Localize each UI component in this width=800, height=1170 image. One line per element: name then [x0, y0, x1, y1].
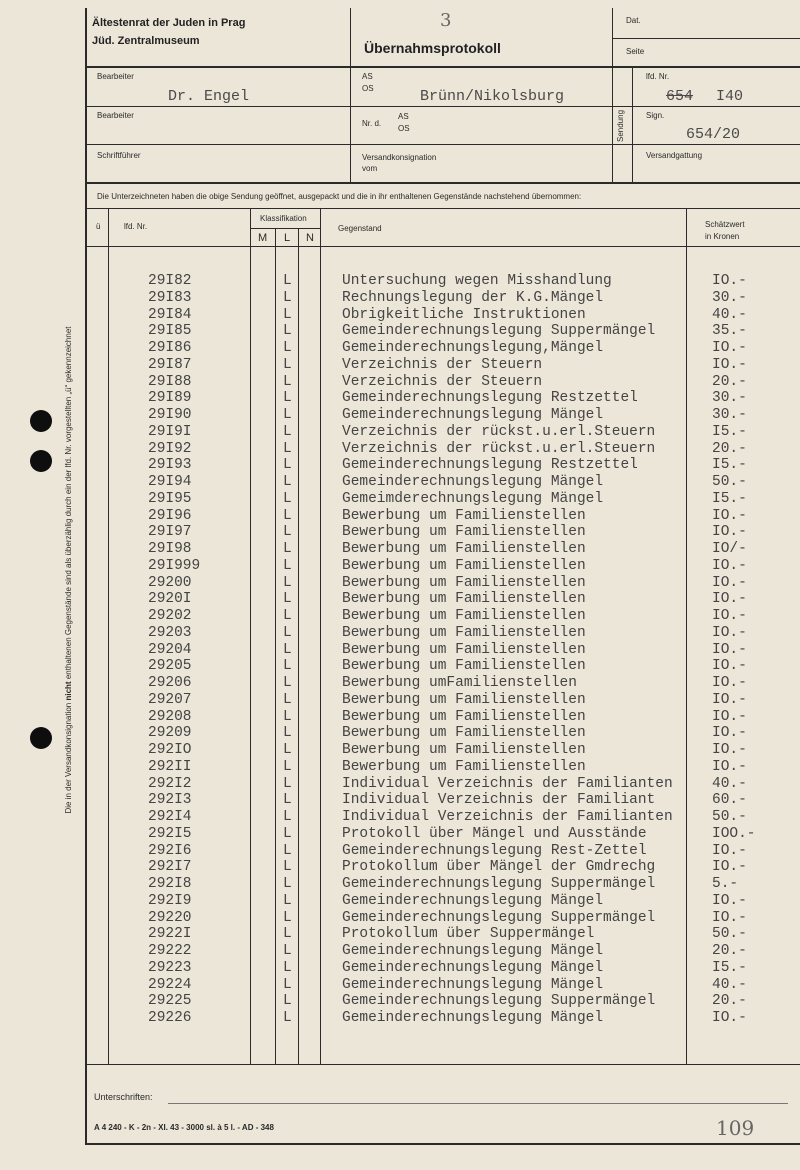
item-gegenstand: Gemeinderechnungslegung,Mängel — [342, 340, 604, 356]
table-row — [0, 575, 800, 592]
item-klassifikation: L — [283, 658, 292, 675]
item-lfd-nr: 29I93 — [148, 457, 192, 474]
item-schaetzwert: IO.- — [712, 340, 747, 356]
item-lfd-nr: 29I96 — [148, 507, 192, 524]
item-lfd-nr: 29226 — [148, 1010, 192, 1026]
item-klassifikation: L — [283, 608, 292, 624]
table-row — [0, 424, 800, 441]
statement-text: Die Unterzeichneten haben die obige Sendung geöffnet, ausgepackt und die in ihr enthaltenen Gegenstände nachstehend übernommen: — [97, 192, 582, 201]
item-klassifikation: L — [283, 742, 292, 758]
item-klassifikation: L — [283, 976, 292, 993]
table-row — [0, 993, 800, 1010]
item-lfd-nr: 29208 — [148, 708, 192, 725]
item-gegenstand: Gemeinderechnungslegung Restzettel — [342, 390, 638, 407]
table-row — [0, 591, 800, 608]
form-code: A 4 240 - K - 2n - XI. 43 - 3000 sl. à 5 l. - AD - 348 — [94, 1123, 274, 1132]
item-schaetzwert: IO.- — [712, 574, 747, 591]
table-row — [0, 725, 800, 742]
item-lfd-nr: 29I83 — [148, 289, 192, 306]
item-lfd-nr: 29I94 — [148, 474, 192, 490]
col-n: N — [306, 232, 314, 244]
item-schaetzwert: IO/- — [712, 541, 747, 557]
item-lfd-nr: 292I6 — [148, 842, 192, 859]
item-lfd-nr: 29I84 — [148, 306, 192, 323]
item-gegenstand: Individual Verzeichnis der Familianten — [342, 775, 673, 792]
item-lfd-nr: 29I98 — [148, 541, 192, 557]
item-gegenstand: Gemeinderechnungslegung Mängel — [342, 943, 604, 959]
table-row — [0, 340, 800, 357]
item-klassifikation: L — [283, 289, 292, 306]
item-schaetzwert: IO.- — [712, 557, 747, 574]
item-schaetzwert: I5.- — [712, 423, 747, 440]
os-label: OS — [362, 84, 374, 93]
item-lfd-nr: 29209 — [148, 725, 192, 742]
form-title: Übernahmsprotokoll — [364, 40, 501, 56]
item-schaetzwert: I5.- — [712, 490, 747, 507]
item-klassifikation: L — [283, 524, 292, 541]
table-row — [0, 943, 800, 960]
item-schaetzwert: 50.- — [712, 926, 747, 943]
item-klassifikation: L — [283, 993, 292, 1010]
bearbeiter-2-label: Bearbeiter — [97, 111, 134, 120]
item-lfd-nr: 292IO — [148, 742, 192, 758]
table-row — [0, 441, 800, 458]
item-lfd-nr: 292I7 — [148, 859, 192, 876]
versandkonsignation-vom-label: vom — [362, 164, 378, 173]
item-schaetzwert: 35.- — [712, 323, 747, 340]
seite-label: Seite — [626, 47, 645, 56]
table-row — [0, 759, 800, 776]
item-gegenstand: Gemeinderechnungslegung Suppermängel — [342, 323, 656, 340]
item-lfd-nr: 29I92 — [148, 440, 192, 457]
item-gegenstand: Gemeinderechnungslegung Rest-Zettel — [342, 842, 647, 859]
schriftfuehrer-label: Schriftführer — [97, 151, 141, 160]
item-klassifikation: L — [283, 440, 292, 457]
unterschriften-label: Unterschriften: — [94, 1092, 153, 1102]
item-lfd-nr: 29I999 — [148, 557, 201, 574]
item-lfd-nr: 2920I — [148, 591, 192, 608]
item-schaetzwert: 30.- — [712, 289, 747, 306]
item-gegenstand: Bewerbung um Familienstellen — [342, 725, 586, 742]
versandkonsignation-label: Versandkonsignation — [362, 153, 437, 162]
item-klassifikation: L — [283, 641, 292, 658]
item-schaetzwert: IO.- — [712, 675, 747, 691]
item-lfd-nr: 29205 — [148, 658, 192, 675]
bearbeiter-value: Dr. Engel — [168, 88, 250, 105]
table-row — [0, 290, 800, 307]
table-row — [0, 307, 800, 324]
item-gegenstand: Gemeinderechnungslegung Mängel — [342, 407, 604, 423]
table-row — [0, 273, 800, 290]
item-lfd-nr: 29I87 — [148, 356, 192, 373]
item-lfd-nr: 29I9I — [148, 423, 192, 440]
item-gegenstand: Bewerbung umFamilienstellen — [342, 675, 577, 691]
item-schaetzwert: IO.- — [712, 758, 747, 775]
table-row — [0, 692, 800, 709]
nrd-as-label: AS — [398, 112, 409, 121]
table-row — [0, 776, 800, 793]
item-schaetzwert: 20.- — [712, 943, 747, 959]
item-gegenstand: Gemeinderechnungslegung Mängel — [342, 474, 604, 490]
lfd-nr-label: lfd. Nr. — [646, 72, 670, 81]
item-schaetzwert: IO.- — [712, 742, 747, 758]
item-klassifikation: L — [283, 356, 292, 373]
table-row — [0, 859, 800, 876]
item-gegenstand: Bewerbung um Familienstellen — [342, 557, 586, 574]
item-schaetzwert: 20.- — [712, 993, 747, 1010]
item-klassifikation: L — [283, 340, 292, 356]
table-row — [0, 1010, 800, 1027]
item-schaetzwert: IO.- — [712, 1010, 747, 1026]
lfd-nr-new: I40 — [716, 88, 744, 105]
table-row — [0, 826, 800, 843]
table-row — [0, 407, 800, 424]
item-schaetzwert: IO.- — [712, 859, 747, 876]
item-klassifikation: L — [283, 792, 292, 809]
item-gegenstand: Gemeimderechnungslegung Mängel — [342, 490, 604, 507]
table-row — [0, 742, 800, 759]
item-klassifikation: L — [283, 624, 292, 641]
number-mark: 3 — [440, 10, 452, 31]
item-schaetzwert: IO.- — [712, 273, 747, 289]
item-lfd-nr: 29223 — [148, 959, 192, 976]
item-gegenstand: Bewerbung um Familienstellen — [342, 524, 586, 541]
item-lfd-nr: 2922I — [148, 926, 192, 943]
item-schaetzwert: IO.- — [712, 507, 747, 524]
item-gegenstand: Bewerbung um Familienstellen — [342, 541, 586, 557]
item-gegenstand: Gemeinderechnungslegung Suppermängel — [342, 993, 656, 1010]
item-lfd-nr: 29I95 — [148, 490, 192, 507]
table-row — [0, 658, 800, 675]
table-row — [0, 675, 800, 692]
col-gegenstand: Gegenstand — [338, 224, 382, 233]
table-row — [0, 876, 800, 893]
item-klassifikation: L — [283, 507, 292, 524]
item-klassifikation: L — [283, 859, 292, 876]
table-row — [0, 524, 800, 541]
item-gegenstand: Bewerbung um Familienstellen — [342, 691, 586, 708]
item-schaetzwert: 30.- — [712, 407, 747, 423]
item-klassifikation: L — [283, 323, 292, 340]
org-line-1: Ältestenrat der Juden in Prag — [92, 17, 246, 29]
item-lfd-nr: 29I89 — [148, 390, 192, 407]
table-row — [0, 608, 800, 625]
item-gegenstand: Bewerbung um Familienstellen — [342, 708, 586, 725]
table-row — [0, 390, 800, 407]
sign-value: 654/20 — [686, 126, 741, 143]
item-klassifikation: L — [283, 390, 292, 407]
col-m: M — [258, 232, 268, 244]
item-lfd-nr: 29206 — [148, 675, 192, 691]
item-klassifikation: L — [283, 943, 292, 959]
col-schaetzwert: Schätzwert — [705, 220, 745, 229]
item-schaetzwert: I5.- — [712, 959, 747, 976]
col-l: L — [284, 232, 291, 244]
item-schaetzwert: 60.- — [712, 792, 747, 809]
item-klassifikation: L — [283, 691, 292, 708]
item-gegenstand: Verzeichnis der rückst.u.erl.Steuern — [342, 440, 656, 457]
table-row — [0, 960, 800, 977]
nrd-label: Nr. d. — [362, 119, 382, 128]
dat-label: Dat. — [626, 16, 641, 25]
col-klassifikation: Klassifikation — [260, 214, 307, 223]
table-row — [0, 792, 800, 809]
item-lfd-nr: 292I5 — [148, 825, 192, 842]
item-klassifikation: L — [283, 758, 292, 775]
table-row — [0, 926, 800, 943]
item-lfd-nr: 29224 — [148, 976, 192, 993]
item-klassifikation: L — [283, 959, 292, 976]
item-gegenstand: Individual Verzeichnis der Familianten — [342, 809, 673, 825]
page-number: 109 — [716, 1116, 755, 1140]
item-schaetzwert: IO.- — [712, 641, 747, 658]
item-klassifikation: L — [283, 407, 292, 423]
item-schaetzwert: IO.- — [712, 708, 747, 725]
table-row — [0, 977, 800, 994]
item-gegenstand: Gemeinderechnungslegung Restzettel — [342, 457, 638, 474]
item-lfd-nr: 292I8 — [148, 876, 192, 892]
nrd-os-label: OS — [398, 124, 410, 133]
item-schaetzwert: IO.- — [712, 909, 747, 926]
item-schaetzwert: IO.- — [712, 591, 747, 608]
items-table — [0, 273, 800, 1027]
sign-label: Sign. — [646, 111, 665, 120]
item-gegenstand: Verzeichnis der Steuern — [342, 356, 543, 373]
table-row — [0, 625, 800, 642]
item-gegenstand: Untersuchung wegen Misshandlung — [342, 273, 612, 289]
item-gegenstand: Verzeichnis der rückst.u.erl.Steuern — [342, 423, 656, 440]
sendung-label: Sendung — [616, 109, 625, 142]
item-lfd-nr: 29225 — [148, 993, 192, 1010]
table-row — [0, 457, 800, 474]
item-schaetzwert: I5.- — [712, 457, 747, 474]
versandgattung-label: Versandgattung — [646, 151, 703, 160]
item-schaetzwert: 50.- — [712, 474, 747, 490]
table-row — [0, 323, 800, 340]
item-schaetzwert: 40.- — [712, 306, 747, 323]
table-row — [0, 558, 800, 575]
item-klassifikation: L — [283, 775, 292, 792]
table-row — [0, 357, 800, 374]
org-line-2: Jüd. Zentralmuseum — [92, 35, 200, 47]
item-schaetzwert: IO.- — [712, 608, 747, 624]
item-gegenstand: Gemeinderechnungslegung Suppermängel — [342, 909, 656, 926]
item-gegenstand: Bewerbung um Familienstellen — [342, 624, 586, 641]
as-os-value: Brünn/Nikolsburg — [420, 88, 565, 105]
bearbeiter-label: Bearbeiter — [97, 72, 134, 81]
col-u: ü — [96, 222, 101, 231]
item-schaetzwert: IO.- — [712, 624, 747, 641]
item-schaetzwert: 20.- — [712, 440, 747, 457]
item-klassifikation: L — [283, 574, 292, 591]
table-row — [0, 910, 800, 927]
item-schaetzwert: IO.- — [712, 892, 747, 909]
item-gegenstand: Bewerbung um Familienstellen — [342, 742, 586, 758]
item-lfd-nr: 29I82 — [148, 273, 192, 289]
item-lfd-nr: 29222 — [148, 943, 192, 959]
table-row — [0, 491, 800, 508]
item-lfd-nr: 29I97 — [148, 524, 192, 541]
item-lfd-nr: 292I4 — [148, 809, 192, 825]
item-klassifikation: L — [283, 490, 292, 507]
item-gegenstand: Rechnungslegung der K.G.Mängel — [342, 289, 604, 306]
as-label: AS — [362, 72, 373, 81]
item-gegenstand: Obrigkeitliche Instruktionen — [342, 306, 586, 323]
item-gegenstand: Gemeinderechnungslegung Suppermängel — [342, 876, 656, 892]
table-row — [0, 809, 800, 826]
table-row — [0, 508, 800, 525]
item-gegenstand: Bewerbung um Familienstellen — [342, 658, 586, 675]
item-schaetzwert: IO.- — [712, 524, 747, 541]
item-gegenstand: Gemeinderechnungslegung Mängel — [342, 976, 604, 993]
table-row — [0, 893, 800, 910]
item-gegenstand: Gemeinderechnungslegung Mängel — [342, 892, 604, 909]
item-schaetzwert: IO.- — [712, 842, 747, 859]
item-schaetzwert: 20.- — [712, 373, 747, 390]
table-row — [0, 374, 800, 391]
item-schaetzwert: 30.- — [712, 390, 747, 407]
item-klassifikation: L — [283, 1010, 292, 1026]
col-lfd-nr: lfd. Nr. — [124, 222, 148, 231]
item-klassifikation: L — [283, 909, 292, 926]
item-lfd-nr: 29204 — [148, 641, 192, 658]
item-klassifikation: L — [283, 892, 292, 909]
item-klassifikation: L — [283, 557, 292, 574]
item-gegenstand: Individual Verzeichnis der Familiant — [342, 792, 656, 809]
item-klassifikation: L — [283, 825, 292, 842]
item-schaetzwert: 40.- — [712, 775, 747, 792]
item-klassifikation: L — [283, 273, 292, 289]
item-gegenstand: Bewerbung um Familienstellen — [342, 758, 586, 775]
item-gegenstand: Protokoll über Mängel und Ausstände — [342, 825, 647, 842]
item-klassifikation: L — [283, 423, 292, 440]
item-klassifikation: L — [283, 809, 292, 825]
item-schaetzwert: 5.- — [712, 876, 739, 892]
item-gegenstand: Gemeinderechnungslegung Mängel — [342, 959, 604, 976]
item-klassifikation: L — [283, 926, 292, 943]
lfd-nr-old: 654 — [666, 88, 694, 105]
item-lfd-nr: 29200 — [148, 574, 192, 591]
item-schaetzwert: IO.- — [712, 356, 747, 373]
item-klassifikation: L — [283, 876, 292, 892]
item-lfd-nr: 292I3 — [148, 792, 192, 809]
item-klassifikation: L — [283, 725, 292, 742]
item-lfd-nr: 29I90 — [148, 407, 192, 423]
item-lfd-nr: 29I88 — [148, 373, 192, 390]
item-gegenstand: Gemeinderechnungslegung Mängel — [342, 1010, 604, 1026]
side-note: Die in der Versandkonsignation nicht enthaltenen Gegenstände sind als überzählig durch ein der lfd. Nr. vorgestellten „ü“ gekennzeichnet — [64, 326, 73, 814]
table-row — [0, 843, 800, 860]
item-gegenstand: Bewerbung um Familienstellen — [342, 608, 586, 624]
item-lfd-nr: 29202 — [148, 608, 192, 624]
item-lfd-nr: 292I2 — [148, 775, 192, 792]
item-schaetzwert: IO.- — [712, 658, 747, 675]
item-gegenstand: Protokollum über Suppermängel — [342, 926, 595, 943]
item-klassifikation: L — [283, 708, 292, 725]
item-klassifikation: L — [283, 541, 292, 557]
item-schaetzwert: IO.- — [712, 691, 747, 708]
table-row — [0, 642, 800, 659]
item-gegenstand: Bewerbung um Familienstellen — [342, 574, 586, 591]
item-schaetzwert: IOO.- — [712, 825, 756, 842]
item-lfd-nr: 29220 — [148, 909, 192, 926]
item-lfd-nr: 29I86 — [148, 340, 192, 356]
item-lfd-nr: 29I85 — [148, 323, 192, 340]
item-klassifikation: L — [283, 675, 292, 691]
item-gegenstand: Bewerbung um Familienstellen — [342, 507, 586, 524]
item-lfd-nr: 292I9 — [148, 892, 192, 909]
item-klassifikation: L — [283, 373, 292, 390]
item-schaetzwert: IO.- — [712, 725, 747, 742]
item-lfd-nr: 292II — [148, 758, 192, 775]
item-lfd-nr: 29203 — [148, 624, 192, 641]
col-in-kronen: in Kronen — [705, 232, 740, 241]
item-klassifikation: L — [283, 474, 292, 490]
item-gegenstand: Verzeichnis der Steuern — [342, 373, 543, 390]
item-klassifikation: L — [283, 842, 292, 859]
item-lfd-nr: 29207 — [148, 691, 192, 708]
item-klassifikation: L — [283, 306, 292, 323]
item-gegenstand: Protokollum über Mängel der Gmdrechg — [342, 859, 656, 876]
table-row — [0, 541, 800, 558]
item-gegenstand: Bewerbung um Familienstellen — [342, 641, 586, 658]
item-schaetzwert: 40.- — [712, 976, 747, 993]
item-klassifikation: L — [283, 457, 292, 474]
table-row — [0, 709, 800, 726]
item-klassifikation: L — [283, 591, 292, 608]
table-row — [0, 474, 800, 491]
item-gegenstand: Bewerbung um Familienstellen — [342, 591, 586, 608]
item-schaetzwert: 50.- — [712, 809, 747, 825]
